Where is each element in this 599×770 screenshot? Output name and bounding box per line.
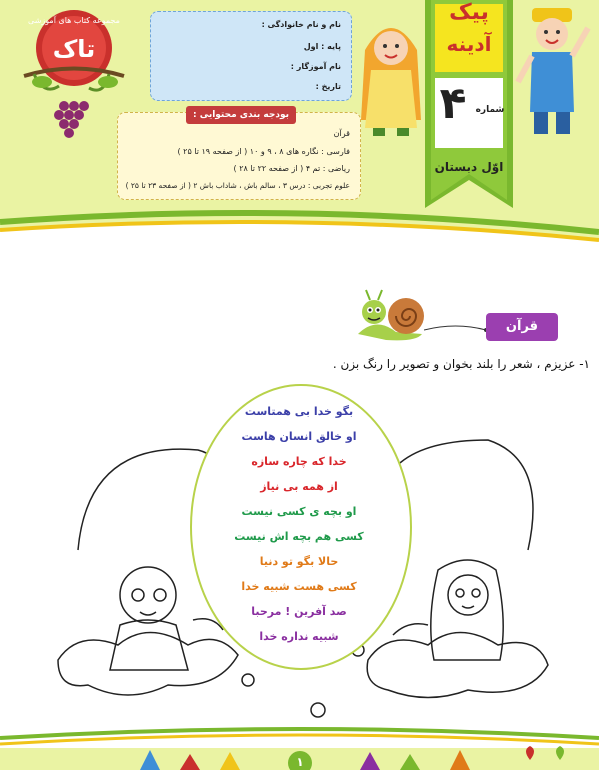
content-budget-box [117,112,361,200]
banner-title-line2: آدینه [446,32,492,56]
snail-leash-line [424,318,488,338]
poem-line: کسی هست شبیه خدا [241,580,357,593]
poem-line: او بچه ی کسی نیست [241,505,357,518]
poem-line: از همه بی نیاز [260,480,338,493]
issue-number-label: شماره [475,105,505,115]
student-info-box [150,11,352,101]
girl-character-illustration [357,10,425,140]
snail-mascot-illustration [356,286,426,342]
budget-line: فارسی : نگاره های ۸ ، ۹ و ۱۰ ( از صفحه ۱۹ تا ۲۵ ) [177,147,350,156]
banner-title-line1: پیک [449,0,489,25]
name-field-label: نام و نام خانوادگی : [261,20,341,29]
budget-line: علوم تجربی : درس ۳ ، سالم باش ، شاداب باش ۲ ( از صفحه ۲۳ تا ۲۵ ) [125,181,350,190]
poem-line: شبیه نداره خدا [259,630,339,643]
question-1-text: ۱- عزیزم ، شعر را بلند بخوان و تصویر را رنگ بزن . [332,357,590,371]
poem-line: بگو خدا بی همتاست [244,405,354,418]
page-number: ۱ [288,751,312,770]
grade-label: اوّل دبستان [434,160,504,174]
quran-section-tab: قرآن [486,313,558,341]
budget-line: قرآن [333,129,350,138]
poem-line: صد آفرین ! مرحبا [251,605,347,618]
grade-field-label: پایه : اول [303,42,341,51]
poem-line: کسی هم بچه اش نیست [234,530,364,543]
teacher-field-label: نام آموزگار : [290,62,341,71]
issue-number: ۴ [439,78,467,129]
poem-oval-frame [190,384,412,670]
tak-logo [14,6,134,156]
budget-line: ریاضی : تم ۴ ( از صفحه ۲۲ تا ۲۸ ) [233,164,350,173]
logo-arc-text: مجموعه کتاب های آموزشی [28,16,120,25]
poem-line: حالا بگو تو دنیا [259,555,339,568]
poem-line: او خالق انسان هاست [241,430,357,443]
poem-line: خدا که چاره سازه [251,455,347,468]
date-field-label: تاریخ : [315,82,341,91]
budget-title: بودجه بندی محتوایی : [186,106,296,124]
boy-character-illustration [512,2,592,142]
logo-name: تاک [52,35,96,63]
